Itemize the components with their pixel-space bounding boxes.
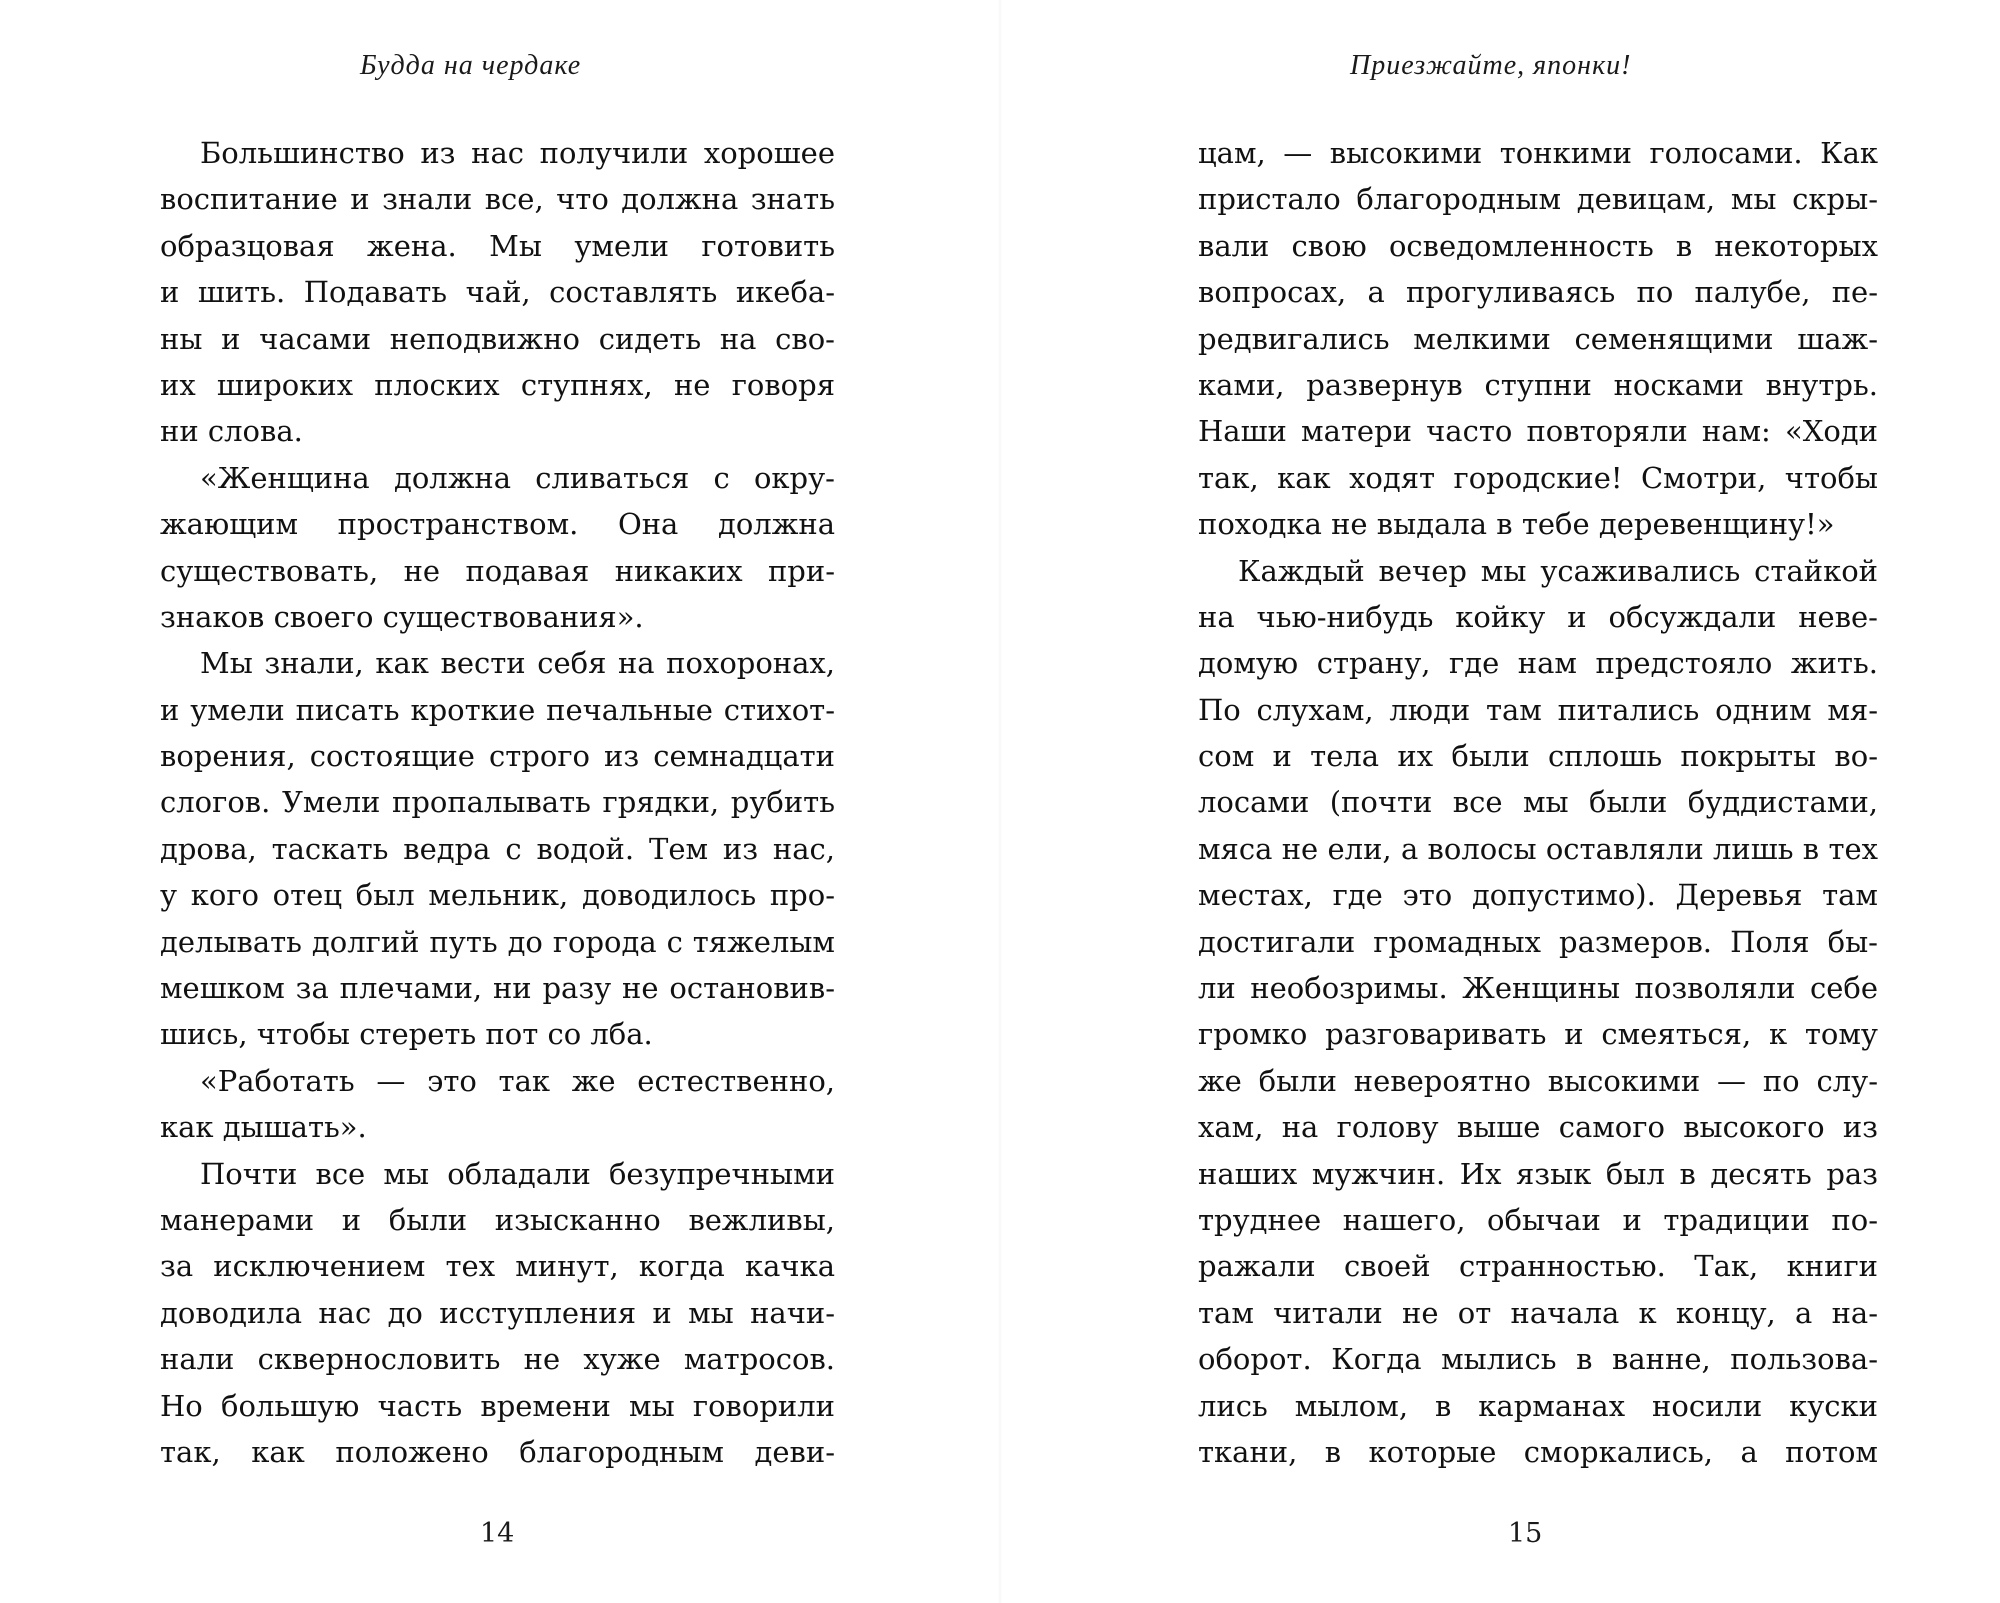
text-line: Наши матери часто повторяли нам: «Ходи xyxy=(1198,414,1878,449)
text-line: ли необозримы. Женщины позволяли себе xyxy=(1198,971,1878,1006)
text-line: оборот. Когда мылись в ванне, пользова- xyxy=(1198,1342,1878,1377)
text-line: на чью-нибудь койку и обсуждали неве- xyxy=(1198,599,1878,634)
text-line: лосами (почти все мы были буддистами, xyxy=(1198,785,1878,820)
text-line: там читали не от начала к концу, а на- xyxy=(1198,1295,1878,1330)
text-line: Большинство из нас получили хорошее xyxy=(200,136,835,170)
text-line: ражали своей странностью. Так, книги xyxy=(1198,1249,1878,1284)
text-line: вали свою осведомленность в некоторых xyxy=(1198,228,1878,263)
text-line: жающим пространством. Она должна xyxy=(160,507,835,542)
text-line: труднее нашего, обычаи и традиции по- xyxy=(1198,1202,1878,1237)
text-line: местах, где это допустимо). Деревья там xyxy=(1198,878,1878,913)
text-line: громко разговаривать и смеяться, к тому xyxy=(1198,1017,1878,1052)
text-line: вопросах, а прогуливаясь по палубе, пе- xyxy=(1198,275,1878,310)
text-line: ткани, в которые сморкались, а потом xyxy=(1198,1434,1878,1469)
left-running-head: Будда на чердаке xyxy=(360,50,582,81)
text-line: ни слова. xyxy=(160,414,303,449)
text-line: так, как ходят городские! Смотри, чтобы xyxy=(1198,460,1878,495)
right-page-text xyxy=(1198,130,1878,1475)
text-line: доводила нас до исступления и мы начи- xyxy=(160,1295,835,1330)
text-line: за исключением тех минут, когда качка xyxy=(160,1249,835,1284)
text-line: у кого отец был мельник, доводилось про- xyxy=(160,878,835,913)
right-running-head: Приезжайте, японки! xyxy=(1350,50,1632,81)
text-line: делывать долгий путь до города с тяжелым xyxy=(160,924,835,959)
left-page-number: 14 xyxy=(480,1518,515,1549)
text-line: лись мылом, в карманах носили куски xyxy=(1198,1388,1878,1423)
text-line: цам, — высокими тонкими голосами. Как xyxy=(1198,136,1878,170)
text-line: «Работать — это так же естественно, xyxy=(200,1063,835,1098)
text-line: нали сквернословить не хуже матросов. xyxy=(160,1342,835,1377)
text-line: и умели писать кроткие печальные стихот- xyxy=(160,692,835,727)
text-line: и шить. Подавать чай, составлять икеба- xyxy=(160,275,835,310)
text-line: так, как положено благородным деви- xyxy=(160,1434,835,1469)
text-line: шись, чтобы стереть пот со лба. xyxy=(160,1017,653,1052)
text-line: ны и часами неподвижно сидеть на сво- xyxy=(160,321,835,356)
text-line: их широких плоских ступнях, не говоря xyxy=(160,367,835,402)
text-line: знаков своего существования». xyxy=(160,599,644,634)
text-line: дрова, таскать ведра с водой. Тем из нас, xyxy=(160,831,835,866)
text-line: мяса не ели, а волосы оставляли лишь в тех xyxy=(1198,831,1878,866)
right-page xyxy=(1000,0,2000,1603)
text-line: редвигались мелкими семенящими шаж- xyxy=(1198,321,1878,356)
text-line: образцовая жена. Мы умели готовить xyxy=(160,228,835,263)
left-page-text xyxy=(160,130,835,1475)
text-line: Почти все мы обладали безупречными xyxy=(200,1156,835,1191)
text-line: как дышать». xyxy=(160,1110,367,1145)
text-line: пристало благородным девицам, мы скры- xyxy=(1198,182,1878,217)
text-line: ками, развернув ступни носками внутрь. xyxy=(1198,367,1878,402)
text-line: хам, на голову выше самого высокого из xyxy=(1198,1110,1878,1145)
text-line: манерами и были изысканно вежливы, xyxy=(160,1202,835,1237)
text-line: домую страну, где нам предстояло жить. xyxy=(1198,646,1878,681)
text-line: же были невероятно высокими — по слу- xyxy=(1198,1063,1878,1098)
text-line: наших мужчин. Их язык был в десять раз xyxy=(1198,1156,1878,1191)
text-line: Но большую часть времени мы говорили xyxy=(160,1388,835,1423)
text-line: воспитание и знали все, что должна знать xyxy=(160,182,835,217)
text-line: ворения, состоящие строго из семнадцати xyxy=(160,739,835,774)
text-line: слогов. Умели пропалывать грядки, рубить xyxy=(160,785,835,820)
text-line: сом и тела их были сплошь покрыты во- xyxy=(1198,739,1878,774)
text-line: существовать, не подавая никаких при- xyxy=(160,553,835,588)
text-line: походка не выдала в тебе деревенщину!» xyxy=(1198,507,1835,542)
right-page-number: 15 xyxy=(1508,1518,1543,1549)
text-line: Мы знали, как вести себя на похоронах, xyxy=(200,646,835,681)
text-line: По слухам, люди там питались одним мя- xyxy=(1198,692,1878,727)
text-line: «Женщина должна сливаться с окру- xyxy=(200,460,835,495)
text-line: достигали громадных размеров. Поля бы- xyxy=(1198,924,1878,959)
text-line: Каждый вечер мы усаживались стайкой xyxy=(1238,553,1878,588)
text-line: мешком за плечами, ни разу не остановив- xyxy=(160,971,835,1006)
